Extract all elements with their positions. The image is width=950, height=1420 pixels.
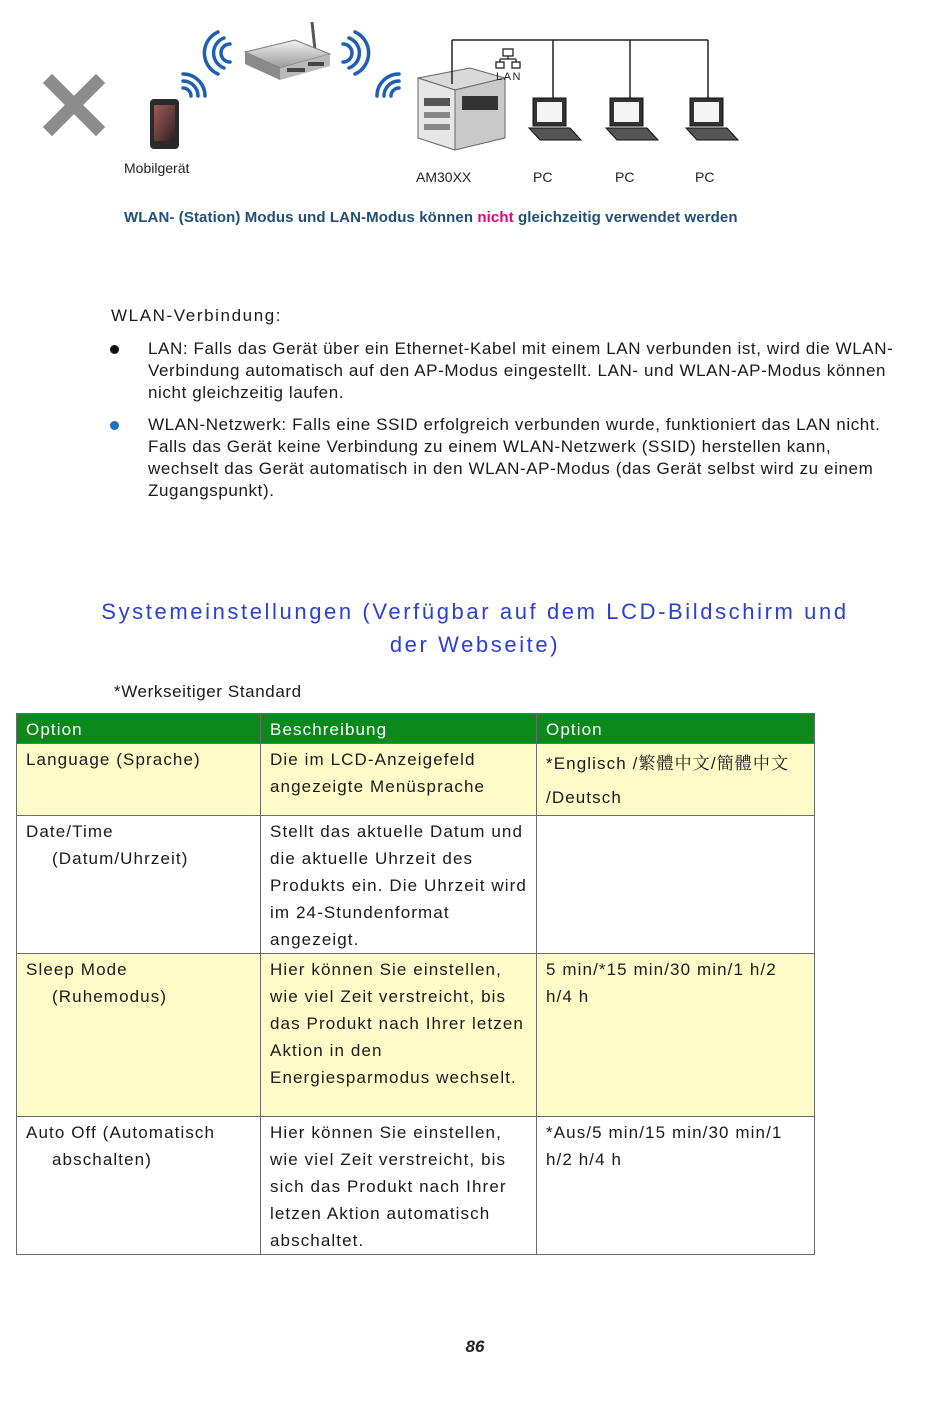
option-name: Date/Time — [26, 822, 114, 841]
table-header-row — [17, 714, 815, 744]
values-cell: 5 min/*15 min/30 min/1 h/2 h/4 h — [537, 954, 815, 1117]
laptop-icon-1 — [529, 98, 581, 140]
bullet-dot-icon — [110, 345, 119, 354]
mobile-phone-icon — [150, 99, 179, 149]
table-row — [17, 744, 815, 816]
table-row — [17, 816, 815, 954]
page-number: 86 — [465, 1337, 485, 1356]
bullet-dot-icon — [110, 421, 119, 430]
column-header-option: Option — [17, 714, 261, 744]
description-cell: Hier können Sie einstellen, wie viel Zeit verstreicht, bis das Produkt nach Ihrer letzen Aktion in den Energiesparmodus wechselt. — [261, 954, 537, 1117]
option-cell — [17, 744, 261, 816]
values-cell — [537, 816, 815, 954]
pc-label-3: PC — [695, 169, 715, 185]
bullet-text: WLAN-Netzwerk: Falls eine SSID erfolgreich verbunden wurde, funktioniert das LAN nicht. Falls das Gerät keine Verbindung zu einem WLAN-Netzwerk (SSID) herstellen kann, wechselt das Gerät automatisch in den WLAN-AP-Modus (das Gerät selbst wird zu einem Zugangspunkt). — [148, 415, 881, 500]
bullet-item-lan — [110, 338, 900, 404]
multifunction-printer-icon — [418, 68, 505, 150]
pc-label-2: PC — [615, 169, 635, 185]
section-heading: Systemeinstellungen (Verfügbar auf dem LCD-Bildschirm und der Webseite) — [101, 599, 849, 657]
caption-part1: WLAN- (Station) Modus und LAN-Modus können — [124, 209, 478, 226]
bullet-list — [110, 338, 900, 512]
section-label: WLAN-Verbindung: — [111, 306, 283, 325]
laptop-icon-2 — [606, 98, 658, 140]
option-name: Language (Sprache) — [26, 750, 201, 769]
option-cell — [17, 816, 261, 954]
bullet-item-wlan — [110, 414, 900, 502]
description-cell: Hier können Sie einstellen, wie viel Zeit verstreicht, bis sich das Produkt nach Ihrer letzen Aktion automatisch abschaltet. — [261, 1117, 537, 1255]
lan-label: LAN — [496, 71, 522, 83]
mobile-device-label: Mobilgerät — [124, 160, 190, 176]
option-subname: (Datum/Uhrzeit) — [52, 849, 189, 868]
wifi-signal-icon — [183, 74, 205, 96]
values-cell: *Englisch /繁體中文/簡體中文 /Deutsch — [537, 744, 815, 816]
network-diagram — [0, 0, 950, 250]
prohibited-x-icon — [52, 83, 96, 127]
laptop-icon-3 — [686, 98, 738, 140]
values-cell: *Aus/5 min/15 min/30 min/1 h/2 h/4 h — [537, 1117, 815, 1255]
printer-wifi-icon — [377, 74, 399, 96]
option-subname: (Ruhemodus) — [52, 987, 168, 1006]
router-wifi-right-icon — [343, 32, 369, 74]
column-header-values: Option — [537, 714, 815, 744]
lan-icon — [496, 49, 520, 68]
description-cell: Stellt das aktuelle Datum und die aktuelle Uhrzeit des Produkts ein. Die Uhrzeit wird im 24-Stundenformat angezeigt. — [261, 816, 537, 954]
device-label: AM30XX — [416, 169, 472, 185]
option-cell — [17, 1117, 261, 1255]
factory-default-note: *Werkseitiger Standard — [114, 682, 302, 701]
table-row — [17, 1117, 815, 1255]
option-subname: abschalten) — [52, 1150, 152, 1169]
router-wifi-left-icon — [204, 32, 230, 74]
option-name: Auto Off (Automatisch — [26, 1123, 216, 1142]
bullet-text: LAN: Falls das Gerät über ein Ethernet-Kabel mit einem LAN verbunden ist, wird die WLAN-Verbindung automatisch auf den AP-Modus eingestellt. LAN- und WLAN-AP-Modus können nicht gleichzeitig laufen. — [148, 339, 894, 402]
wireless-router-icon — [245, 22, 330, 80]
column-header-description: Beschreibung — [261, 714, 537, 744]
caption-highlight: nicht — [477, 209, 514, 226]
option-cell — [17, 954, 261, 1117]
description-cell: Die im LCD-Anzeigefeld angezeigte Menüsprache — [261, 744, 537, 816]
system-settings-table — [16, 713, 815, 1255]
pc-label-1: PC — [533, 169, 553, 185]
option-name: Sleep Mode — [26, 960, 128, 979]
caption-part2: gleichzeitig verwendet werden — [513, 209, 738, 226]
table-row — [17, 954, 815, 1117]
diagram-caption — [124, 209, 738, 226]
